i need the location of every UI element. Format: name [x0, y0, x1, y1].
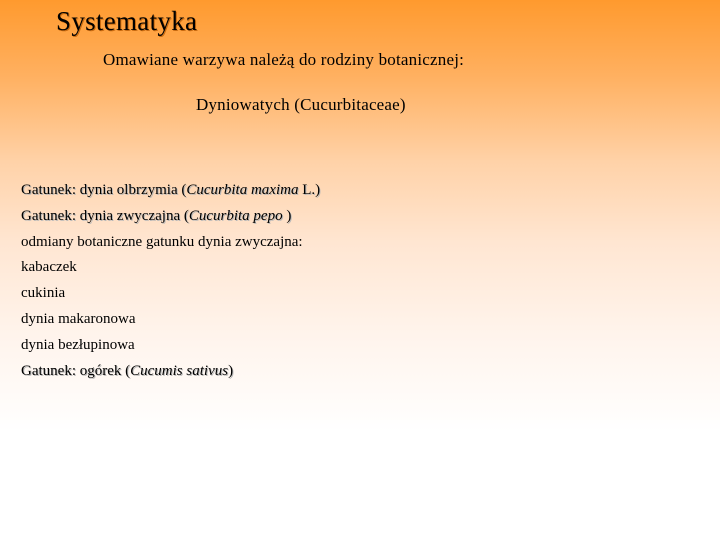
variety-text: dynia bezłupinowa [21, 336, 135, 353]
variety-text: dynia makaronowa [21, 310, 136, 327]
latin-name: Cucumis sativus [130, 362, 229, 379]
variety-text: kabaczek [21, 259, 77, 276]
species-list [21, 179, 320, 385]
list-item [21, 231, 320, 257]
list-item [21, 256, 320, 282]
list-item [21, 334, 320, 360]
species-text: Gatunek: dynia olbrzymia ( [21, 182, 187, 198]
species-text: Gatunek: ogórek ( [21, 362, 131, 379]
species-text-suffix: L.) [298, 182, 321, 198]
species-text-suffix: ) [228, 362, 234, 379]
latin-name: Cucurbita maxima [186, 182, 299, 198]
family-name: Dyniowatych (Cucurbitaceae) [196, 95, 406, 114]
list-item [21, 282, 320, 308]
species-text: Gatunek: dynia zwyczajna ( [21, 207, 189, 224]
intro-text: Omawiane warzywa należą do rodziny botanicznej: [103, 50, 465, 69]
species-text-suffix: ) [282, 207, 292, 224]
list-item [21, 360, 320, 386]
list-item [21, 205, 320, 231]
subheading-text: odmiany botaniczne gatunku dynia zwyczajna: [21, 233, 303, 250]
slide-title: Systematyka [56, 6, 198, 36]
variety-text: cukinia [21, 285, 66, 302]
latin-name: Cucurbita pepo [188, 207, 283, 224]
list-item [21, 179, 320, 205]
list-item [21, 308, 320, 334]
